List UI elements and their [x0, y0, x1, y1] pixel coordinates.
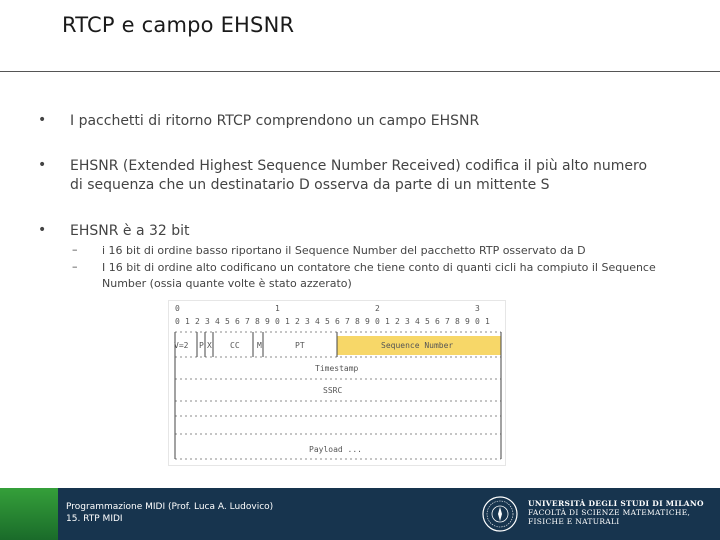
- bit-number-label: 7: [345, 317, 350, 326]
- title-divider: [0, 71, 720, 72]
- bit-number-label: 1: [485, 317, 490, 326]
- bit-number-label: 0: [275, 317, 280, 326]
- bit-tens-label: 1: [275, 304, 280, 313]
- field-payload: Payload ...: [309, 445, 362, 454]
- bullet-marker: •: [38, 157, 47, 173]
- bit-tens-label: 0: [175, 304, 180, 313]
- field-cc: CC: [230, 341, 240, 350]
- bullet-text: I pacchetti di ritorno RTCP comprendono un campo EHSNR: [70, 113, 480, 129]
- bit-number-label: 9: [465, 317, 470, 326]
- sub-bullet-text-line: I 16 bit di ordine alto codificano un contatore che tiene conto di quanti cicli ha compiuto il Sequence: [102, 261, 656, 274]
- footer-course: Programmazione MIDI (Prof. Luca A. Ludovico): [66, 502, 274, 512]
- bullet-text: EHSNR è a 32 bit: [70, 223, 190, 239]
- faculty-line-2: FISICHE E NATURALI: [528, 517, 620, 526]
- field-p: P: [199, 341, 204, 350]
- bullet-text: [70, 157, 690, 195]
- bit-number-label: 2: [195, 317, 200, 326]
- bit-number-label: 1: [285, 317, 290, 326]
- bit-number-label: 1: [385, 317, 390, 326]
- field-pt: PT: [295, 341, 305, 350]
- bullet-text-line: EHSNR (Extended Highest Sequence Number Received) codifica il più alto numero: [70, 158, 648, 174]
- field-sequence-number: Sequence Number: [381, 341, 454, 350]
- bullet-text-line: di sequenza che un destinatario D osserva da parte di un mittente S: [70, 177, 550, 193]
- bit-units-row: [175, 317, 490, 326]
- bit-number-label: 6: [235, 317, 240, 326]
- bit-number-label: 0: [375, 317, 380, 326]
- field-ssrc: SSRC: [323, 386, 343, 395]
- faculty-line-1: FACOLTÀ DI SCIENZE MATEMATICHE,: [528, 508, 691, 517]
- bit-tens-label: 2: [375, 304, 380, 313]
- bit-number-label: 4: [415, 317, 420, 326]
- bit-number-label: 9: [265, 317, 270, 326]
- bit-number-label: 0: [475, 317, 480, 326]
- bit-number-label: 5: [325, 317, 330, 326]
- bit-number-label: 6: [335, 317, 340, 326]
- field-v: V=2: [174, 341, 189, 350]
- bullet-marker: •: [38, 222, 47, 238]
- bit-number-label: 3: [205, 317, 210, 326]
- bit-number-label: 6: [435, 317, 440, 326]
- footer-lesson: 15. RTP MIDI: [66, 514, 123, 524]
- bit-number-label: 8: [255, 317, 260, 326]
- bit-number-label: 3: [305, 317, 310, 326]
- slide-title: RTCP e campo EHSNR: [62, 13, 295, 37]
- sub-bullet-marker: –: [72, 260, 78, 273]
- bit-number-label: 5: [225, 317, 230, 326]
- university-name: [528, 499, 704, 526]
- sub-bullet-text-line: Number (ossia quante volte è stato azzerato): [102, 277, 352, 290]
- bit-tens-label: 3: [475, 304, 480, 313]
- bit-number-label: 8: [455, 317, 460, 326]
- bullet-marker: •: [38, 112, 47, 128]
- bit-number-label: 7: [245, 317, 250, 326]
- sub-bullet-marker: –: [72, 243, 78, 256]
- rtp-header-diagram: [168, 300, 506, 466]
- university-title: UNIVERSITÀ DEGLI STUDI DI MILANO: [528, 499, 704, 508]
- bit-number-label: 8: [355, 317, 360, 326]
- bit-number-label: 1: [185, 317, 190, 326]
- bit-number-label: 4: [315, 317, 320, 326]
- bit-number-label: 4: [215, 317, 220, 326]
- footer-bar: [0, 488, 720, 540]
- field-x: X: [207, 341, 212, 350]
- sub-bullet-text: i 16 bit di ordine basso riportano il Sequence Number del pacchetto RTP osservato da D: [102, 244, 586, 257]
- university-seal-icon: [482, 496, 518, 532]
- footer-course-info: [66, 501, 273, 525]
- bit-number-label: 5: [425, 317, 430, 326]
- bit-tens-row: [175, 304, 480, 313]
- field-timestamp: Timestamp: [315, 364, 359, 373]
- bit-number-label: 0: [175, 317, 180, 326]
- field-m: M: [257, 341, 262, 350]
- bit-number-label: 2: [295, 317, 300, 326]
- sub-bullet-text: [102, 260, 662, 292]
- bit-number-label: 2: [395, 317, 400, 326]
- bit-number-label: 9: [365, 317, 370, 326]
- bit-number-label: 3: [405, 317, 410, 326]
- bit-number-label: 7: [445, 317, 450, 326]
- footer-accent: [0, 488, 58, 540]
- rtp-header-svg: [169, 301, 505, 465]
